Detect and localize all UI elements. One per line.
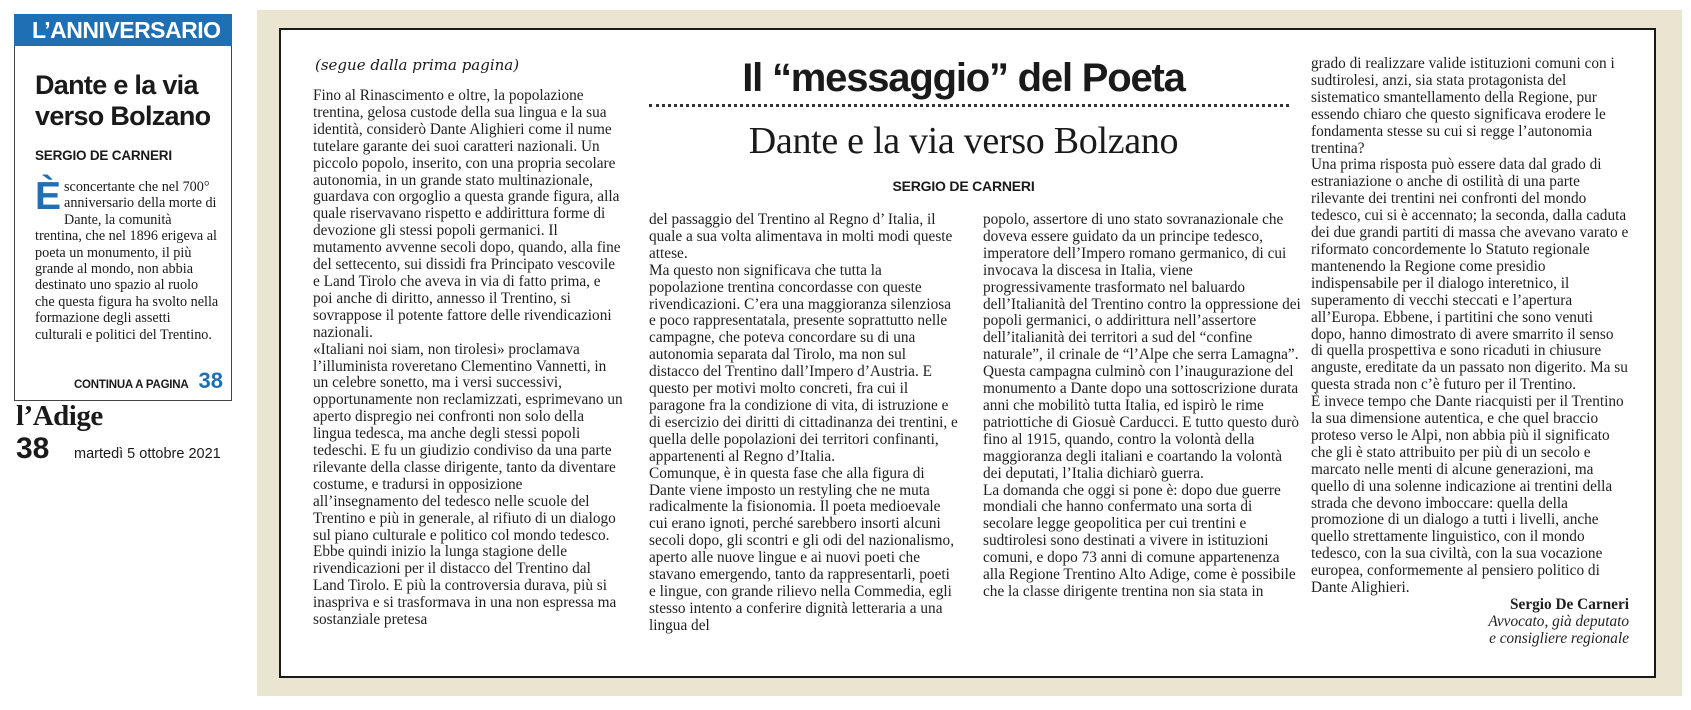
article-subtitle: Dante e la via verso Bolzano bbox=[748, 120, 1179, 162]
article-column-4 bbox=[1311, 56, 1629, 648]
sidebar-teaser bbox=[14, 14, 232, 401]
paragraph: Comunque, è in questa fase che alla figura di Dante viene imposto un restyling che ne muta radicalmente la fisionomia. Il poeta medioevale cui erano ignoti, perché sarebbero insorti alcuni secoli dopo, gli scontri e gli odi del nazionalismo, aperto alle nuove lingue e ai nuovi poeti che stavano emergendo, tanto da rappresentarli, poeti e lingue, con grande rilievo nella Commedia, egli stesso intento a conferire dignità letteraria a una lingua del bbox=[649, 464, 955, 634]
author-role: Avvocato, già deputato bbox=[1488, 612, 1629, 630]
article-title: Il “messaggio” del Poeta bbox=[742, 56, 1185, 100]
continue-link[interactable] bbox=[74, 368, 223, 394]
teaser-summary-text: sconcertante che nel 700° anniversario della morte di Dante, la comunità trentina, che nel 1896 erigeva al poeta un monumento, il più grande al mondo, non abbia destinato uno spazio al ruolo che questa figura ha svolto nella formazione degli assetti culturali e politici del Trentino. bbox=[35, 179, 219, 343]
article-frame bbox=[279, 28, 1656, 678]
author-role: e consigliere regionale bbox=[1489, 629, 1629, 647]
paragraph: È invece tempo che Dante riacquisti per il Trentino la sua dimensione autentica, e che quel braccio proteso verso le Alpi, non abbia più il significato che gli è stato attribuito per più di un secolo e marcato nelle menti di alcune generazioni, ma quello di una solenne indicazione ai trentini della strada che devono imboccare: quella della promozione di un dialogo a tutti i livelli, anche quello strettamente linguistico, con il mondo tedesco, con la sua civiltà, con la sua vocazione europea, conformemente al pensiero politico di Dante Alighieri. bbox=[1311, 393, 1624, 597]
section-tag: L’ANNIVERSARIO bbox=[14, 14, 232, 46]
page-number: 38 bbox=[16, 432, 50, 465]
paragraph: Una prima risposta può essere data dal grado di estraniazione o anche di ostilità di una parte rilevante dei trentini nei confronti del mondo tedesco, cui si è accennato; la seconda, dalla caduta dei due grandi partiti di massa che avevano varato e riformato concordemente lo Statuto regionale mantenendo la Regione come presidio indispensabile per il dialogo interetnico, il superamento di vecchi steccati e l’apertura all’Europa. Ebbene, i partitini che sono venuti dopo, hanno dimostrato di avere smarrito il senso di quella prospettiva e sono ricaduti in chiusure anguste, ereditate da un passato non digerito. Ma su questa strada non c’è futuro per il Trentino. bbox=[1311, 156, 1629, 394]
newspaper-masthead: l’Adige bbox=[16, 400, 103, 432]
article-byline: SERGIO DE CARNERI bbox=[892, 178, 1035, 194]
continue-label[interactable]: CONTINUA A PAGINA bbox=[73, 379, 189, 391]
article-column-3 bbox=[983, 212, 1301, 601]
paragraph: La domanda che oggi si pone è: dopo due guerre mondiali che hanno confermato una sorta di secolare legge geopolitica per cui trentini e sudtirolesi sono destinati a vivere in istituzioni comuni, e dopo 73 anni di comune appartenenza alla Regione Trentino Alto Adige, come è possibile che la classe dirigente trentina non sia stata in bbox=[983, 481, 1296, 600]
paragraph: popolo, assertore di uno stato sovranazionale che doveva essere guidato da un principe tedesco, imperatore dell’Impero romano germanico, di cui invocava la discesa in Italia, viene progressivamente trasformato nel baluardo dell’Italianità del Trentino contro la oppressione dei popoli germanici, o addirittura nell’assertore dell’italianità dei territori a sud del “confine naturale”, il crinale de “l’Alpe che serra Lamagna”. bbox=[983, 211, 1301, 364]
article-column-2 bbox=[649, 212, 959, 635]
title-divider bbox=[649, 104, 1289, 107]
drop-cap: È bbox=[35, 175, 62, 218]
teaser-box bbox=[14, 46, 232, 401]
paragraph: Fino al Rinascimento e oltre, la popolazione trentina, gelosa custode della sua lingua e la sua identità, considerò Dante Alighieri come il nume tutelare garante dei suoi caratteri nazionali. Un piccolo popolo, inserito, con una propria secolare autonomia, in un grande stato multinazionale, guardava con orgoglio a questa grande figura, alla quale riservavano rispetto e addirittura forme di devozione gli stessi popoli germanici. Il mutamento avvenne secoli dopo, quando, alla fine del settecento, sui dissidi fra Principato vescovile e Land Tirolo che aveva in via di fatto prima, e poi anche di diritto, annesso il Trentino, si sovrappose il potente fattore delle rivendicazioni nazionali. bbox=[313, 87, 621, 341]
continuation-note: (segue dalla prima pagina) bbox=[315, 56, 520, 74]
teaser-headline[interactable]: Dante e la via verso Bolzano bbox=[35, 70, 211, 131]
paragraph: Questa campagna culminò con l’inaugurazione del monumento a Dante dopo una sottoscrizione durata anni che mobilitò tutta Italia, ed ispirò le rime patriottiche di Giosuè Carducci. E tutto questo durò fino al 1915, quando, contro la volontà della maggioranza degli italiani e coartando la volontà dei deputati, l’Italia dichiarò guerra. bbox=[983, 363, 1300, 482]
paragraph: del passaggio del Trentino al Regno d’ Italia, il quale a sua volta alimentava in molti modi queste attese. bbox=[649, 211, 953, 262]
paragraph: grado di realizzare valide istituzioni comuni con i sudtirolesi, anzi, sia stata protagonista del sistematico smantellamento della Regione, pur essendo chiaro che questo significava erodere le fondamenta stesse su cui si regge l’autonomia trentina? bbox=[1311, 55, 1615, 157]
paragraph: Ma questo non significava che tutta la popolazione trentina concordasse con queste rivendicazioni. C’era una maggioranza silenziosa e poco rappresentatala, presente soprattutto nelle campagne, che poteva concordare su di una autonomia separata dal Tirolo, ma non sul distacco del Trentino dall’Impero d’Austria. E questo per motivi molto concreti, fra cui il paragone fra la condizione di vita, di istruzione e di esercizio dei diritti di cittadinanza dei trentini, e quella delle popolazioni dei territori confinanti, appartenenti al Regno d’Italia. bbox=[649, 261, 958, 465]
paragraph: «Italiani noi siam, non tirolesi» proclamava l’illuminista roveretano Clementino Vannetti, in un celebre sonetto, ma i versi successivi, opportunamente non reclamizzati, esprimevano un aperto dispregio nei confronti non solo della lingua tedesca, ma anche degli stessi popoli tedeschi. E fu un giudizio condiviso da una parte rilevante della classe dirigente, tanto da diventare costume, e tradursi in opposizione all’insegnamento del tedesco nelle scuole del Trentino e più in generale, al rifiuto di un dialogo sul piano culturale e politico col mondo tedesco. bbox=[313, 340, 623, 544]
teaser-author: SERGIO DE CARNERI bbox=[35, 148, 172, 163]
continue-page-number[interactable]: 38 bbox=[198, 368, 223, 393]
teaser-summary bbox=[35, 175, 219, 343]
article-column-1 bbox=[313, 88, 623, 629]
author-signature: Sergio De Carneri bbox=[1510, 596, 1629, 613]
paragraph: Ebbe quindi inizio la lunga stagione delle rivendicazioni per il distacco del Trentino dal Land Tirolo. E più la controversia durava, più si inaspriva e si trasformava in una non espressa ma sostanziale pretesa bbox=[313, 543, 617, 629]
issue-date: martedì 5 ottobre 2021 bbox=[74, 446, 221, 462]
